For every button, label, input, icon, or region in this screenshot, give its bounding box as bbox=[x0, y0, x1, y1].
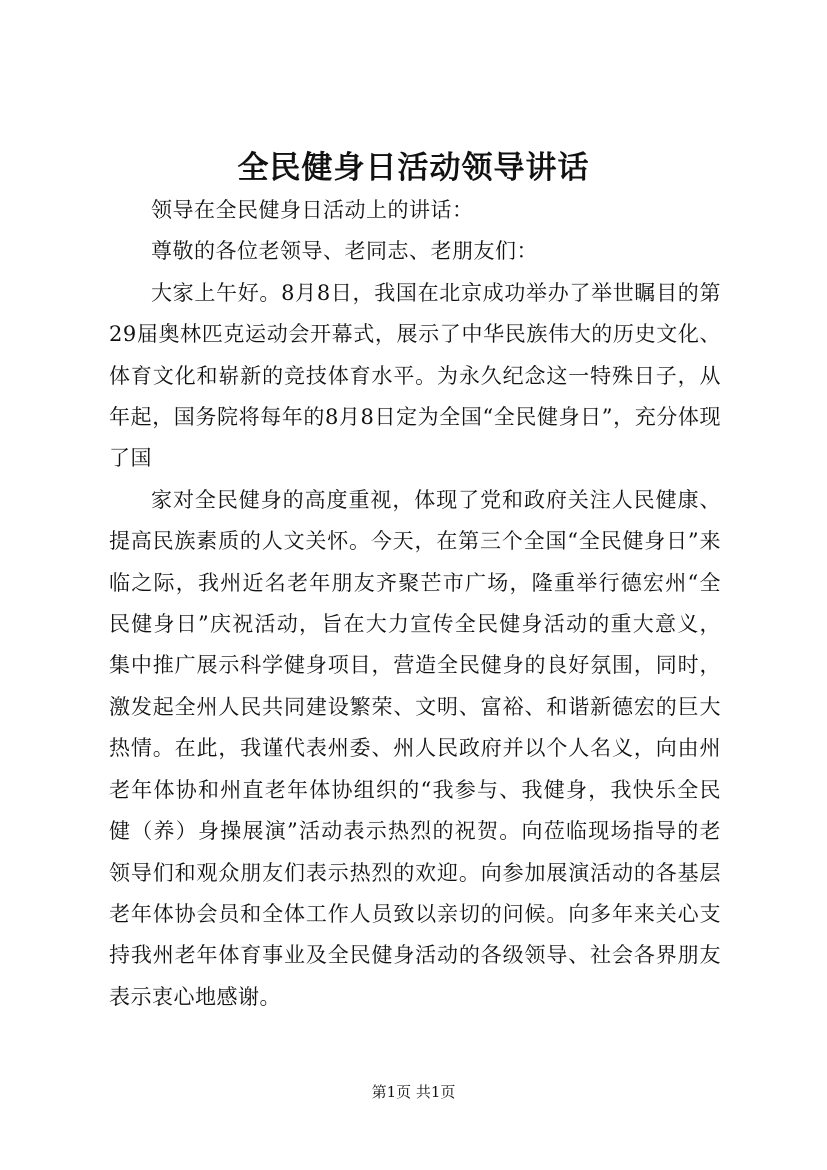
paragraph-greeting: 尊敬的各位老领导、老同志、老朋友们： bbox=[151, 239, 538, 264]
document-title: 全民健身日活动领导讲话 bbox=[237, 150, 590, 186]
document-body bbox=[109, 190, 721, 1018]
paragraph-salutation-intro: 领导在全民健身日活动上的讲话： bbox=[151, 198, 474, 222]
paragraph-opening: 大家上午好。8月8日，我国在北京成功举办了举世瞩目的第29届奥林匹克运动会开幕式，展示了中华民族伟大的历史文化、体育文化和崭新的竞技体育水平。为永久纪念这一特殊日子，从年起，国务院将每年的8月8日定为全国“全民健身日”，充分体现了国 bbox=[109, 280, 721, 471]
page-number-footer: 第1页 共1页 bbox=[371, 1083, 456, 1101]
paragraph-main: 家对全民健身的高度重视，体现了党和政府关注人民健康、提高民族素质的人文关怀。今天，在第三个全国“全民健身日”来临之际，我州近名老年朋友齐聚芒市广场，隆重举行德宏州“全民健身日”庆祝活动，旨在大力宣传全民健身活动的重大意义，集中推广展示科学健身项目，营造全民健身的良好氛围，同时，激发起全州人民共同建设繁荣、文明、富裕、和谐新德宏的巨大热情。在此，我谨代表州委、州人民政府并以个人名义，向由州老年体协和州直老年体协组织的“我参与、我健身，我快乐全民健（养）身操展演”活动表示热烈的祝贺。向莅临现场指导的老领导们和观众朋友们表示热烈的欢迎。向参加展演活动的各基层老年体协会员和全体工作人员致以亲切的问候。向多年来关心支持我州老年体育事业及全民健身活动的各级领导、社会各界朋友表示衷心地感谢。 bbox=[109, 487, 721, 1009]
